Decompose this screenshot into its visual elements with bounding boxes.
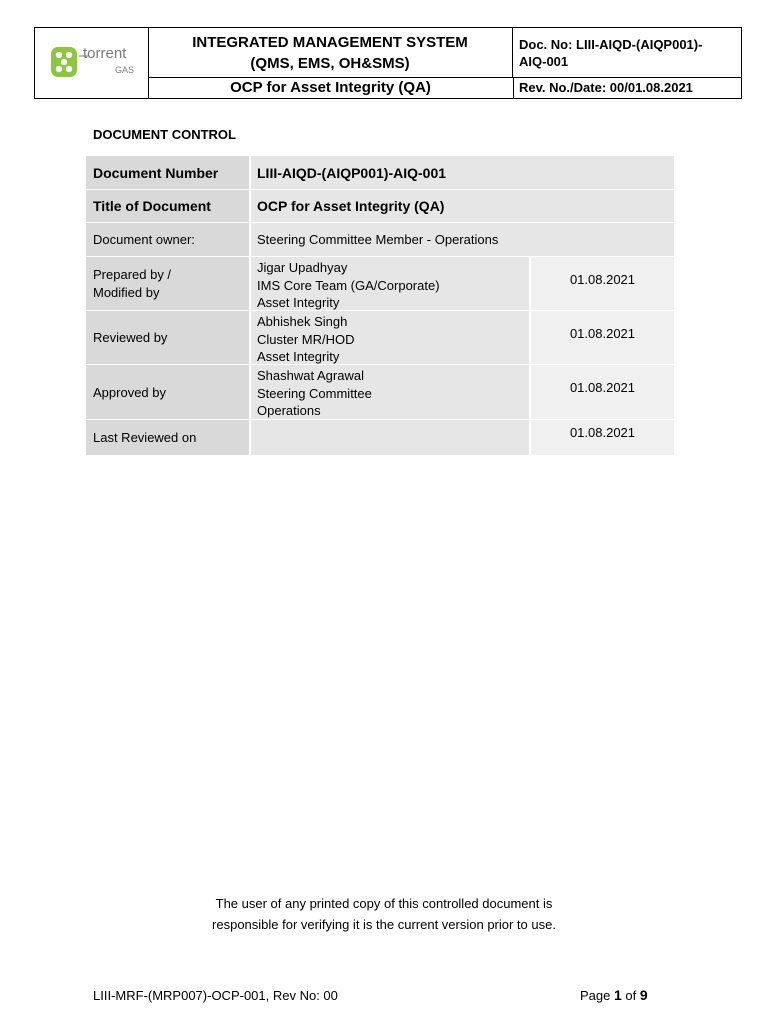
- logo-wordmark: torrent: [83, 45, 127, 62]
- page-total: 9: [639, 987, 648, 1003]
- table-row-title: [86, 190, 674, 222]
- reviewed-dept: Asset Integrity: [257, 349, 340, 364]
- page-word: Page: [580, 988, 611, 1003]
- doc-number-line1: Doc. No: LIII-AIQD-(AIQP001)-: [519, 37, 703, 52]
- value-last-reviewed: [251, 420, 529, 455]
- prepared-role: IMS Core Team (GA/Corporate): [257, 277, 440, 293]
- table-row-reviewed: [86, 311, 674, 364]
- form-reference: LIII-MRF-(MRP007)-OCP-001, Rev No: 00: [93, 988, 338, 1003]
- logo-cell: [35, 28, 149, 98]
- label-reviewed: Reviewed by: [86, 311, 249, 364]
- table-row-prepared: [86, 257, 674, 310]
- table-row-owner: [86, 223, 674, 256]
- prepared-name: Jigar Upadhyay: [257, 260, 348, 275]
- last-reviewed-date: 01.08.2021: [531, 420, 674, 455]
- table-row-document-number: [86, 156, 674, 189]
- document-header: [34, 27, 742, 99]
- note-line1: The user of any printed copy of this controlled document is: [215, 896, 553, 911]
- label-approved: Approved by: [86, 365, 249, 419]
- label-last-reviewed: Last Reviewed on: [86, 420, 249, 455]
- approved-date: 01.08.2021: [531, 365, 674, 419]
- doc-number-line2: AIQ-001: [519, 54, 569, 69]
- system-title-line2: (QMS, EMS, OH&SMS): [250, 55, 410, 72]
- torrent-gas-logo: [49, 44, 139, 89]
- value-reviewed: [251, 311, 529, 364]
- system-title: [148, 28, 513, 78]
- table-row-approved: [86, 365, 674, 419]
- logo-sub: GAS: [115, 65, 135, 75]
- reviewed-name: Abhishek Singh: [257, 314, 348, 329]
- label-document-number: Document Number: [86, 156, 249, 189]
- table-row-last-reviewed: [86, 420, 674, 455]
- label-title: Title of Document: [86, 190, 249, 222]
- label-owner: Document owner:: [86, 223, 249, 256]
- revision-date: Rev. No./Date: 00/01.08.2021: [519, 80, 693, 95]
- torrent-logo-icon: [49, 44, 139, 84]
- reviewed-date: 01.08.2021: [531, 311, 674, 364]
- page-current: 1: [614, 987, 622, 1003]
- approved-role: Steering Committee: [257, 385, 372, 401]
- system-title-line1: INTEGRATED MANAGEMENT SYSTEM: [192, 34, 468, 51]
- prepared-date: 01.08.2021: [531, 257, 674, 310]
- document-subtitle: OCP for Asset Integrity (QA): [148, 78, 514, 98]
- value-prepared: [251, 257, 529, 310]
- approved-name: Shashwat Agrawal: [257, 368, 364, 383]
- page-of: of: [625, 988, 637, 1003]
- label-prepared-line2: Modified by: [93, 284, 160, 300]
- doc-number: [513, 28, 741, 78]
- value-title: OCP for Asset Integrity (QA): [251, 190, 674, 222]
- prepared-dept: Asset Integrity: [257, 295, 340, 310]
- approved-dept: Operations: [257, 403, 321, 418]
- section-title: DOCUMENT CONTROL: [93, 127, 236, 142]
- reviewed-role: Cluster MR/HOD: [257, 331, 355, 347]
- value-owner: Steering Committee Member - Operations: [251, 223, 674, 256]
- label-prepared: [86, 257, 249, 310]
- label-prepared-line1: Prepared by /: [93, 266, 172, 282]
- controlled-copy-note: [0, 893, 768, 935]
- value-approved: [251, 365, 529, 419]
- note-line2: responsible for verifying it is the current version prior to use.: [212, 917, 556, 932]
- page-number: [580, 987, 648, 1003]
- value-document-number: LIII-AIQD-(AIQP001)-AIQ-001: [251, 156, 674, 189]
